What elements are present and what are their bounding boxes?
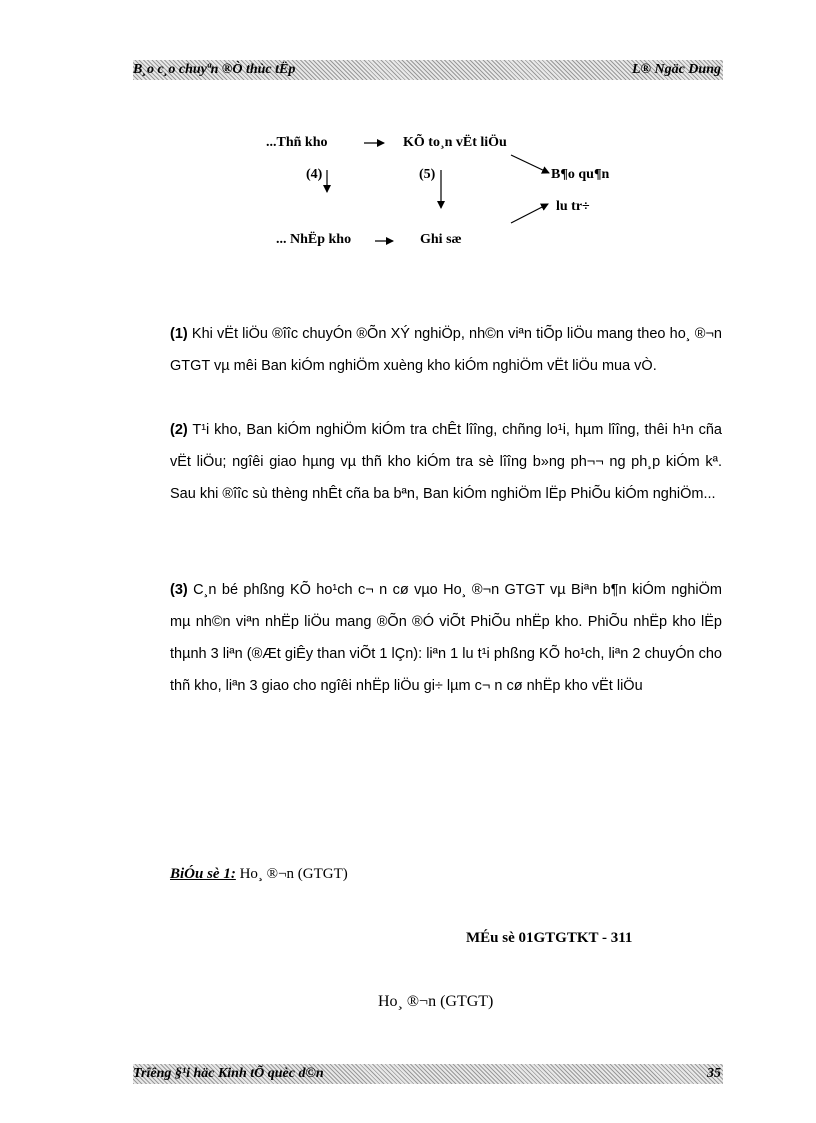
flow-node-thu-kho: ...Thñ kho: [266, 135, 328, 150]
paragraph-3: [130, 574, 722, 702]
flow-label-4: (4): [306, 167, 323, 182]
figure-caption-text: Ho¸ ®¬n (GTGT): [235, 866, 348, 882]
figure-caption: [170, 866, 348, 883]
header-title: B¸o c¸o chuyªn ®Ò thùc tËp: [133, 62, 296, 77]
page-footer: [133, 1064, 723, 1084]
form-number: MÉu sè 01GTGTKT - 311: [466, 930, 633, 946]
flow-node-ke-toan: KÕ to¸n vËt liÖu: [403, 135, 507, 150]
paragraph-1: [130, 318, 722, 382]
header-author: L® Ngäc Dung: [631, 62, 721, 77]
flow-node-bao-quan: B¶o qu¶n: [551, 167, 610, 182]
paragraph-3-number: (3): [170, 582, 188, 598]
paragraph-3-text: C¸n bé phßng KÕ ho¹ch c¬ n cø vµo Ho¸ ®¬n GTGT vµ Biªn b¶n kiÓm nghiÖm mµ nh©n viªn nhËp liÖu mang ®Õn ®Ó viÕt PhiÕu nhËp kho. PhiÕu nhËp kho lËp thµnh 3 liªn (®Æt giÊy than viÕt 1 lÇn): liªn 1 lu t¹i phßng KÕ ho¹ch, liªn 2 chuyÓn cho thñ kho, liªn 3 giao cho ngîêi nhËp liÖu gi÷ lµm c¬ n cø nhËp kho vËt liÖu: [170, 582, 722, 694]
flow-node-ghi-so: Ghi sæ: [420, 232, 462, 247]
paragraph-1-number: (1): [170, 326, 188, 342]
footer-university: Trîêng §¹i häc Kinh tÕ quèc d©n: [133, 1066, 324, 1081]
flow-node-nhap-kho: ... NhËp kho: [276, 232, 352, 247]
flow-node-luu-tru: lu tr÷: [556, 199, 590, 214]
paragraph-1-text: Khi vËt liÖu ®îîc chuyÓn ®Õn XÝ nghiÖp, nh©n viªn tiÕp liÖu mang theo ho¸ ®¬n GTGT vµ mêi Ban kiÓm nghiÖm xuèng kho kiÓm nghiÖm vËt liÖu mua vÒ.: [170, 326, 722, 374]
invoice-title: Ho¸ ®¬n (GTGT): [378, 993, 494, 1010]
arrow-to-luu-tru: [511, 204, 548, 223]
flow-label-5: (5): [419, 167, 436, 182]
arrow-to-bao-quan: [511, 155, 549, 173]
figure-caption-label: BiÓu sè 1:: [170, 866, 236, 882]
paragraph-2-number: (2): [170, 422, 188, 438]
paragraph-2-text: T¹i kho, Ban kiÓm nghiÖm kiÓm tra chÊt lîîng, chñng lo¹i, hµm lîîng, thêi h¹n cña vËt liÖu; ngîêi giao hµng vµ thñ kho kiÓm tra sè lîîng b»ng ph¬¬ ng ph¸p kiÓm kª. Sau khi ®îîc sù thèng nhÊt cña ba bªn, Ban kiÓm nghiÖm lËp PhiÕu kiÓm nghiÖm...: [170, 422, 722, 502]
page-number: 35: [707, 1066, 721, 1081]
paragraph-2: [130, 414, 722, 510]
flow-arrows: [0, 0, 816, 300]
